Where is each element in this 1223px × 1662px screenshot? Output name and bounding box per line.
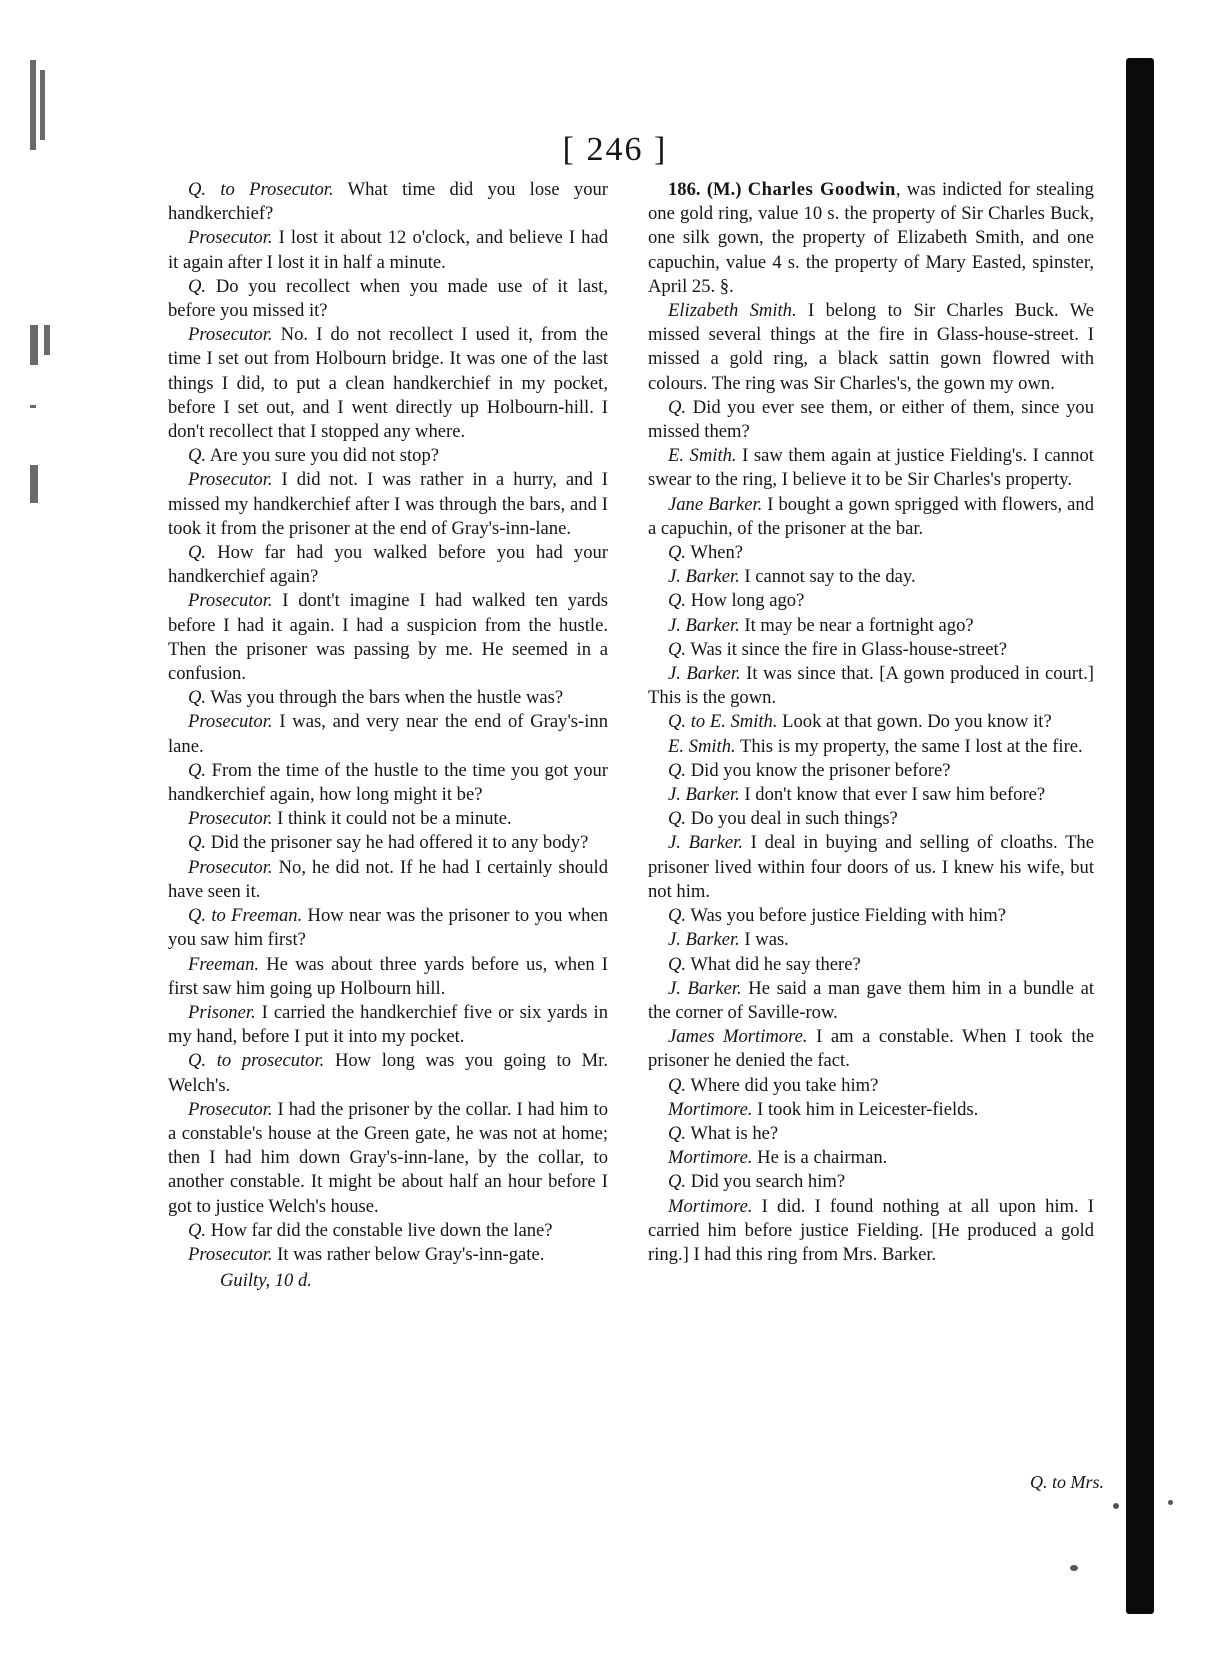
testimony-paragraph <box>168 831 608 855</box>
testimony-paragraph <box>648 977 1094 1025</box>
testimony-text: I cannot say to the day. <box>739 566 916 588</box>
testimony-paragraph <box>168 1098 608 1219</box>
speaker-label: Q. <box>188 275 207 297</box>
testimony-paragraph <box>648 904 1094 928</box>
speaker-label: Q. <box>668 905 687 927</box>
verdict: Guilty, 10 d. <box>220 1270 312 1292</box>
testimony-text: No. I do not recollect I used it, from the time I set out from Holbourn bridge. It was one of the last things I did, to put a clean handkerchief in my pocket, before I set out, and I went directly up Holbourn-hill. I don't recollect that I stopped any where. <box>168 324 608 443</box>
speaker-label: Q. <box>668 638 687 660</box>
speaker-label: Q. to Prosecutor. <box>188 179 334 200</box>
speaker-label: Mortimore. <box>668 1195 753 1217</box>
testimony-text: Do you recollect when you made use of it last, before you missed it? <box>168 275 608 322</box>
testimony-paragraph <box>648 953 1094 977</box>
testimony-paragraph <box>648 1074 1094 1098</box>
speaker-label: Prosecutor. <box>188 469 273 491</box>
testimony-text: I was. <box>739 929 789 951</box>
testimony-paragraph <box>648 565 1094 589</box>
ink-speck <box>1113 1503 1119 1509</box>
speaker-label: Prosecutor. <box>188 1098 273 1120</box>
testimony-text: I don't know that ever I saw him before? <box>739 784 1046 806</box>
testimony-paragraph <box>168 953 608 1001</box>
testimony-paragraph <box>648 783 1094 807</box>
speaker-label: Q. to Freeman. <box>188 905 303 927</box>
speaker-label: Elizabeth Smith. <box>668 300 797 322</box>
speaker-label: Prosecutor. <box>188 227 273 249</box>
testimony-paragraph <box>648 396 1094 444</box>
speaker-label: J. Barker. <box>668 663 741 685</box>
testimony-text: From the time of the hustle to the time you got your handkerchief again, how long might it be? <box>168 759 608 806</box>
speaker-label: Q. <box>668 1074 687 1096</box>
testimony-paragraph <box>168 323 608 444</box>
testimony-text: It may be near a fortnight ago? <box>739 614 974 636</box>
case-heading <box>648 178 1094 299</box>
speaker-label: James Mortimore. <box>668 1026 808 1048</box>
speaker-label: Jane Barker. <box>668 493 763 515</box>
testimony-paragraph <box>648 759 1094 783</box>
testimony-text: How near was the prisoner to you when you saw him first? <box>168 905 608 951</box>
indictment-text: , was indicted for stealing one gold ring, value 10 s. the property of Sir Charles Buck, one silk gown, the property of Elizabeth Smith, and one capuchin, value 4 s. the property of Mary Easted, spinster, April 25. §. <box>648 179 1094 297</box>
testimony-paragraph <box>168 541 608 589</box>
testimony-text: Did you search him? <box>686 1171 846 1193</box>
testimony-paragraph <box>168 759 608 807</box>
testimony-text: I carried the handkerchief five or six yards in my hand, before I put it into my pocket. <box>168 1001 608 1048</box>
speaker-label: J. Barker. <box>668 566 740 588</box>
testimony-paragraph <box>648 1122 1094 1146</box>
testimony-paragraph <box>648 928 1094 952</box>
testimony-paragraph <box>168 1049 608 1097</box>
page-number: [ 246 ] <box>562 131 668 168</box>
testimony-text: I dont't imagine I had walked ten yards before I had it again. I had a suspicion from the hustle. Then the prisoner was passing by me. He seemed in a confusion. <box>168 590 608 685</box>
testimony-paragraph <box>168 686 608 710</box>
testimony-text: He is a chairman. <box>752 1147 888 1169</box>
testimony-paragraph <box>168 904 608 952</box>
testimony-text: I bought a gown sprigged with flowers, and a capuchin, of the prisoner at the bar. <box>648 493 1094 539</box>
testimony-paragraph <box>168 1243 608 1267</box>
speaker-label: Prosecutor. <box>188 324 273 346</box>
testimony-paragraph <box>648 1170 1094 1194</box>
testimony-text: I was, and very near the end of Gray's-inn lane. <box>168 711 608 757</box>
speaker-label: Prisoner. <box>188 1001 256 1023</box>
testimony-text: Where did you take him? <box>686 1074 879 1096</box>
speaker-label: J. Barker. <box>668 977 742 999</box>
page-edge-marks <box>30 60 60 500</box>
speaker-label: Q. <box>188 759 207 781</box>
speaker-label: Mortimore. <box>668 1147 753 1169</box>
speaker-label: Prosecutor. <box>188 808 273 830</box>
testimony-paragraph <box>648 444 1094 492</box>
speaker-label: Q. <box>668 759 687 781</box>
testimony-paragraph <box>648 1195 1094 1268</box>
speaker-label: Q. <box>188 1219 207 1241</box>
testimony-text: Was it since the fire in Glass-house-street? <box>686 638 1007 660</box>
testimony-paragraph <box>648 831 1094 904</box>
speaker-label: Q. to prosecutor. <box>188 1050 325 1072</box>
testimony-text: I lost it about 12 o'clock, and believe I had it again after I lost it in half a minute. <box>168 227 608 273</box>
testimony-paragraph <box>648 614 1094 638</box>
speaker-label: Q. <box>668 396 687 418</box>
testimony-text: Are you sure you did not stop? <box>206 445 439 467</box>
testimony-text: Did you ever see them, or either of them, since you missed them? <box>648 396 1094 443</box>
testimony-paragraph <box>648 1025 1094 1073</box>
testimony-paragraph <box>648 493 1094 541</box>
testimony-text: I did. I found nothing at all upon him. I carried him before justice Fielding. [He produced a gold ring.] I had this ring from Mrs. Barker. <box>648 1195 1094 1265</box>
testimony-text: I saw them again at justice Fielding's. I cannot swear to the ring, I believe it to be Sir Charles's property. <box>648 445 1094 491</box>
testimony-paragraph <box>168 856 608 904</box>
speaker-label: Q. <box>668 1122 687 1144</box>
testimony-paragraph <box>168 275 608 323</box>
testimony-text: He said a man gave them him in a bundle at the corner of Saville-row. <box>648 977 1094 1023</box>
testimony-text: Was you before justice Fielding with him? <box>686 905 1006 927</box>
testimony-text: No, he did not. If he had I certainly should have seen it. <box>168 856 608 902</box>
testimony-text: Was you through the bars when the hustle was? <box>206 687 564 709</box>
speaker-label: Q. <box>188 542 207 564</box>
catchword: Q. to Mrs. <box>1030 1472 1105 1492</box>
testimony-text: I had the prisoner by the collar. I had him to a constable's house at the Green gate, he was not at home; then I had him down Gray's-inn-lane, by the collar, to another constable. It might be about half an hour before I got to justice Welch's house. <box>168 1098 608 1217</box>
testimony-text: It was since that. [A gown produced in court.] This is the gown. <box>648 663 1094 709</box>
testimony-text: Do you deal in such things? <box>686 808 898 830</box>
speaker-label: Mortimore. <box>668 1098 753 1120</box>
testimony-paragraph <box>168 226 608 274</box>
speaker-label: Q. <box>188 832 207 854</box>
testimony-paragraph <box>648 710 1094 734</box>
testimony-paragraph <box>648 735 1094 759</box>
testimony-text: I belong to Sir Charles Buck. We missed several things at the fire in Glass-house-street. I missed a gold ring, a black sattin gown flowred with colours. The ring was Sir Charles's, the gown my own. <box>648 300 1095 394</box>
speaker-label: J. Barker. <box>668 784 740 806</box>
speaker-label: Q. <box>668 808 687 830</box>
testimony-text: How far had you walked before you had your handkerchief again? <box>168 542 608 588</box>
testimony-text: I think it could not be a minute. <box>272 808 512 830</box>
speaker-label: Q. <box>668 1171 687 1193</box>
speaker-label: J. Barker. <box>668 929 740 951</box>
testimony-paragraph <box>648 807 1094 831</box>
speaker-label: Q. to E. Smith. <box>668 711 778 733</box>
testimony-paragraph <box>648 541 1094 565</box>
testimony-list <box>648 299 1094 1267</box>
ink-speck <box>1070 1565 1078 1571</box>
speaker-label: Prosecutor. <box>188 1243 273 1265</box>
testimony-text: When? <box>686 542 744 564</box>
speaker-label: Q. <box>668 953 687 975</box>
testimony-text: He was about three yards before us, when I first saw him going up Holbourn hill. <box>168 953 608 999</box>
testimony-text: What time did you lose your handkerchief? <box>168 179 608 225</box>
speaker-label: Prosecutor. <box>188 856 273 878</box>
speaker-label: Prosecutor. <box>188 711 273 733</box>
speaker-label: E. Smith. <box>668 445 737 467</box>
testimony-paragraph <box>168 1001 608 1049</box>
testimony-text: I deal in buying and selling of cloaths. The prisoner lived within four doors of us. I knew his wife, but not him. <box>648 832 1094 902</box>
testimony-paragraph <box>168 468 608 541</box>
speaker-label: E. Smith. <box>668 735 736 757</box>
testimony-text: How long was you going to Mr. Welch's. <box>168 1050 608 1096</box>
testimony-text: Did the prisoner say he had offered it to any body? <box>206 832 589 854</box>
testimony-paragraph <box>168 444 608 468</box>
testimony-text: What did he say there? <box>686 953 861 975</box>
testimony-text: This is my property, the same I lost at the fire. <box>735 735 1083 757</box>
speaker-label: Q. <box>188 687 207 709</box>
testimony-paragraph <box>168 178 608 226</box>
testimony-paragraph <box>648 1098 1094 1122</box>
testimony-text: How far did the constable live down the lane? <box>206 1219 553 1241</box>
testimony-text: I did not. I was rather in a hurry, and I missed my handkerchief after I was through the bars, and I took it from the prisoner at the end of Gray's-inn-lane. <box>168 469 608 539</box>
testimony-paragraph <box>648 638 1094 662</box>
speaker-label: Q. <box>668 590 687 612</box>
testimony-paragraph <box>168 1219 608 1243</box>
testimony-paragraph <box>648 1146 1094 1170</box>
testimony-paragraph <box>648 589 1094 613</box>
testimony-text: It was rather below Gray's-inn-gate. <box>272 1243 545 1265</box>
testimony-paragraph <box>648 662 1094 710</box>
testimony-text: Look at that gown. Do you know it? <box>777 711 1052 733</box>
testimony-paragraph <box>648 299 1094 396</box>
testimony-text: I took him in Leicester-fields. <box>752 1098 979 1120</box>
speaker-label: Q. <box>188 445 207 467</box>
speaker-label: J. Barker. <box>668 832 743 854</box>
testimony-paragraph <box>168 807 608 831</box>
speaker-label: Freeman. <box>188 953 260 975</box>
testimony-text: Did you know the prisoner before? <box>686 759 951 781</box>
testimony-text: What is he? <box>686 1122 779 1144</box>
defendant-name: Charles Goodwin <box>747 179 896 200</box>
testimony-text: How long ago? <box>686 590 805 612</box>
case-number: 186. (M.) <box>668 179 742 200</box>
speaker-label: J. Barker. <box>668 614 740 636</box>
ink-speck <box>1168 1500 1173 1505</box>
binding-edge-bar <box>1126 58 1154 1614</box>
testimony-text: I am a constable. When I took the prisoner he denied the fact. <box>648 1026 1094 1072</box>
testimony-paragraph <box>168 589 608 686</box>
right-column <box>648 178 1094 1267</box>
speaker-label: Q. <box>668 542 687 564</box>
testimony-paragraph <box>168 710 608 758</box>
left-column <box>168 178 608 1293</box>
speaker-label: Prosecutor. <box>188 590 273 612</box>
